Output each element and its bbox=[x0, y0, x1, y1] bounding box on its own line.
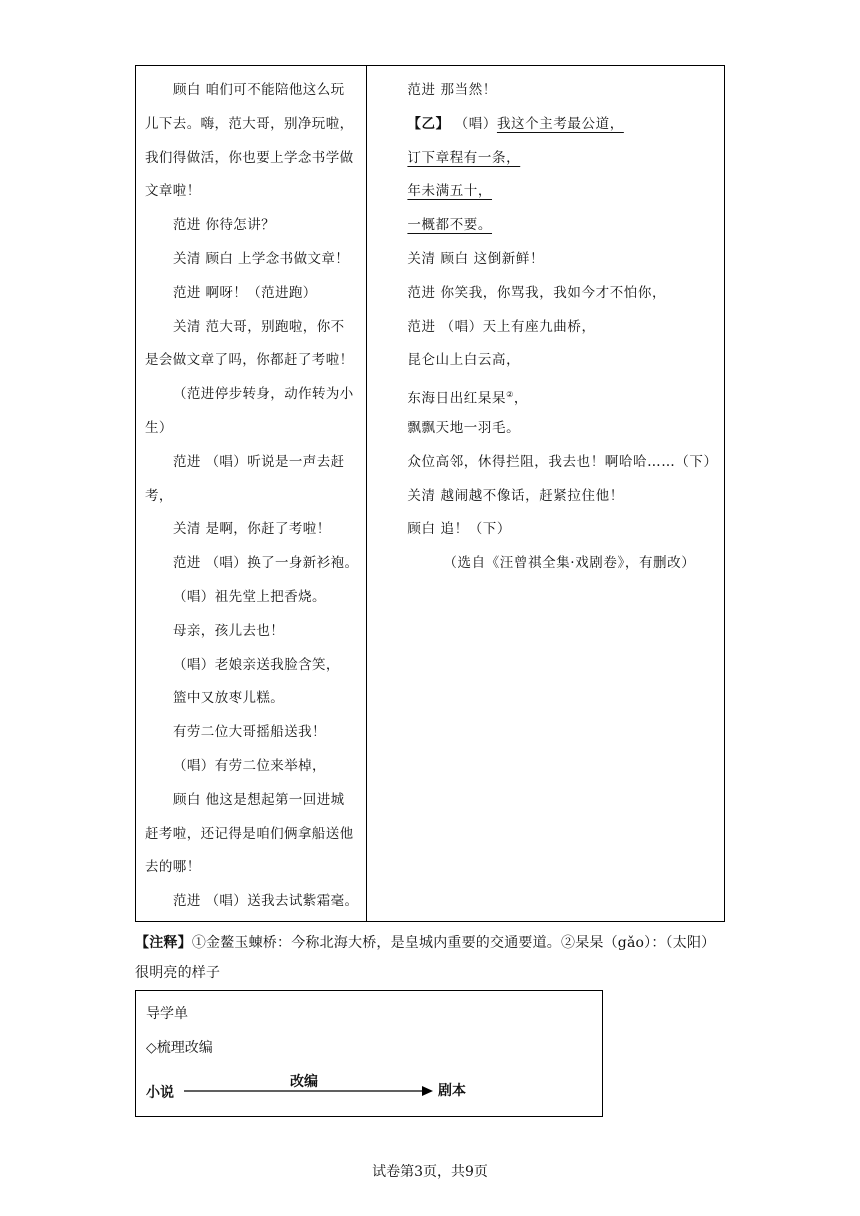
script-line: 有劳二位大哥摇船送我！ bbox=[173, 724, 326, 741]
script-line: 范进 你待怎讲？ bbox=[173, 217, 275, 234]
script-line: 我们得做活，你也要上学念书学做 bbox=[145, 149, 354, 166]
script-line: 关清 越闹越不像话，赶紧拉住他！ bbox=[407, 487, 624, 504]
script-line: 儿下去。嗨，范大哥，别净玩啦， bbox=[145, 115, 354, 132]
underlined-lyric: 年未满五十， bbox=[407, 183, 493, 200]
script-line: 关清 范大哥，别跑啦，你不 bbox=[173, 318, 345, 335]
script-line: 关清 是啊，你赶了考啦！ bbox=[173, 521, 331, 538]
script-line: （唱）老娘亲送我脸含笑， bbox=[173, 656, 340, 673]
annotation-label: 【注释】 bbox=[135, 935, 192, 951]
script-line: 顾白 咱们可不能陪他这么玩 bbox=[173, 82, 345, 98]
script-line: 去的哪！ bbox=[145, 859, 201, 876]
script-line: 母亲，孩儿去也！ bbox=[173, 622, 285, 639]
guide-subtitle: ◇梳理改编 bbox=[146, 1040, 213, 1056]
script-line: 飘飘天地一羽毛。 bbox=[407, 419, 521, 436]
script-line: 顾白 他这是想起第一回进城 bbox=[173, 791, 345, 808]
script-line: 考， bbox=[145, 487, 173, 504]
flow-arrow-label: 改编 bbox=[290, 1074, 318, 1090]
source-citation: （选自《汪曾祺全集·戏剧卷》，有删改） bbox=[443, 555, 696, 572]
page-footer: 试卷第3页，共9页 bbox=[372, 1164, 488, 1180]
script-line-footnote bbox=[407, 378, 717, 412]
footnote-marker: ② bbox=[506, 390, 514, 400]
section-yi-line bbox=[407, 108, 717, 142]
script-line: 范进 你笑我，你骂我，我如今才不怕你， bbox=[407, 284, 667, 301]
underlined-lyric: 我这个主考最公道， bbox=[496, 115, 624, 132]
script-line: 范进 （唱）听说是一声去赶 bbox=[173, 453, 345, 470]
script-line: （范进停步转身，动作转为小 bbox=[173, 386, 354, 403]
script-line: 范进 （唱）送我去试紫霜毫。 bbox=[173, 893, 359, 910]
script-line: 范进 那当然！ bbox=[407, 82, 497, 98]
script-left-column bbox=[136, 66, 367, 921]
lyric-punct: ， bbox=[513, 390, 528, 407]
flow-arrow-icon bbox=[182, 1083, 434, 1099]
script-line: 篮中又放枣儿糕。 bbox=[173, 690, 285, 707]
underlined-lyric: 一概都不要。 bbox=[407, 217, 493, 234]
script-right-column bbox=[367, 66, 725, 921]
script-line: 关清 顾白 这倒新鲜！ bbox=[407, 250, 545, 267]
script-line: （唱）祖先堂上把香烧。 bbox=[173, 588, 326, 605]
lyric-text: 东海日出红杲杲 bbox=[407, 390, 507, 407]
script-table bbox=[135, 65, 725, 922]
script-line: 众位高邻，休得拦阻，我去也！啊哈哈……（下） bbox=[407, 453, 718, 470]
script-line: （唱）有劳二位来举棹， bbox=[173, 757, 326, 774]
underlined-lyric: 订下章程有一条， bbox=[407, 149, 521, 166]
guide-sheet bbox=[135, 990, 603, 1117]
section-yi-label: 【乙】 bbox=[407, 115, 450, 132]
script-line: 顾白 追！（下） bbox=[407, 521, 511, 538]
script-line: 关清 顾白 上学念书做文章！ bbox=[173, 250, 350, 267]
annotation-note bbox=[135, 928, 725, 988]
sing-marker: （唱） bbox=[454, 115, 497, 132]
script-line: 文章啦！ bbox=[145, 183, 201, 200]
script-line: 昆仑山上白云高， bbox=[407, 352, 521, 369]
guide-title: 导学单 bbox=[146, 1006, 188, 1022]
script-line: 范进 啊呀！（范进跑） bbox=[173, 284, 317, 301]
script-line: 范进 （唱）天上有座九曲桥， bbox=[407, 318, 596, 335]
flow-target-label: 剧本 bbox=[438, 1083, 466, 1099]
annotation-text: ①金鳌玉蝀桥：今称北海大桥，是皇城内重要的交通要道。②杲杲（gǎo）：（太阳）很明亮的样子 bbox=[135, 935, 716, 981]
script-line: 赶考啦，还记得是咱们俩拿船送他 bbox=[145, 825, 354, 842]
script-line: 生） bbox=[145, 419, 173, 436]
flow-source-label: 小说 bbox=[146, 1085, 174, 1101]
script-line: 是会做文章了吗，你都赶了考啦！ bbox=[145, 352, 354, 369]
script-line: 范进 （唱）换了一身新衫袍。 bbox=[173, 555, 359, 572]
